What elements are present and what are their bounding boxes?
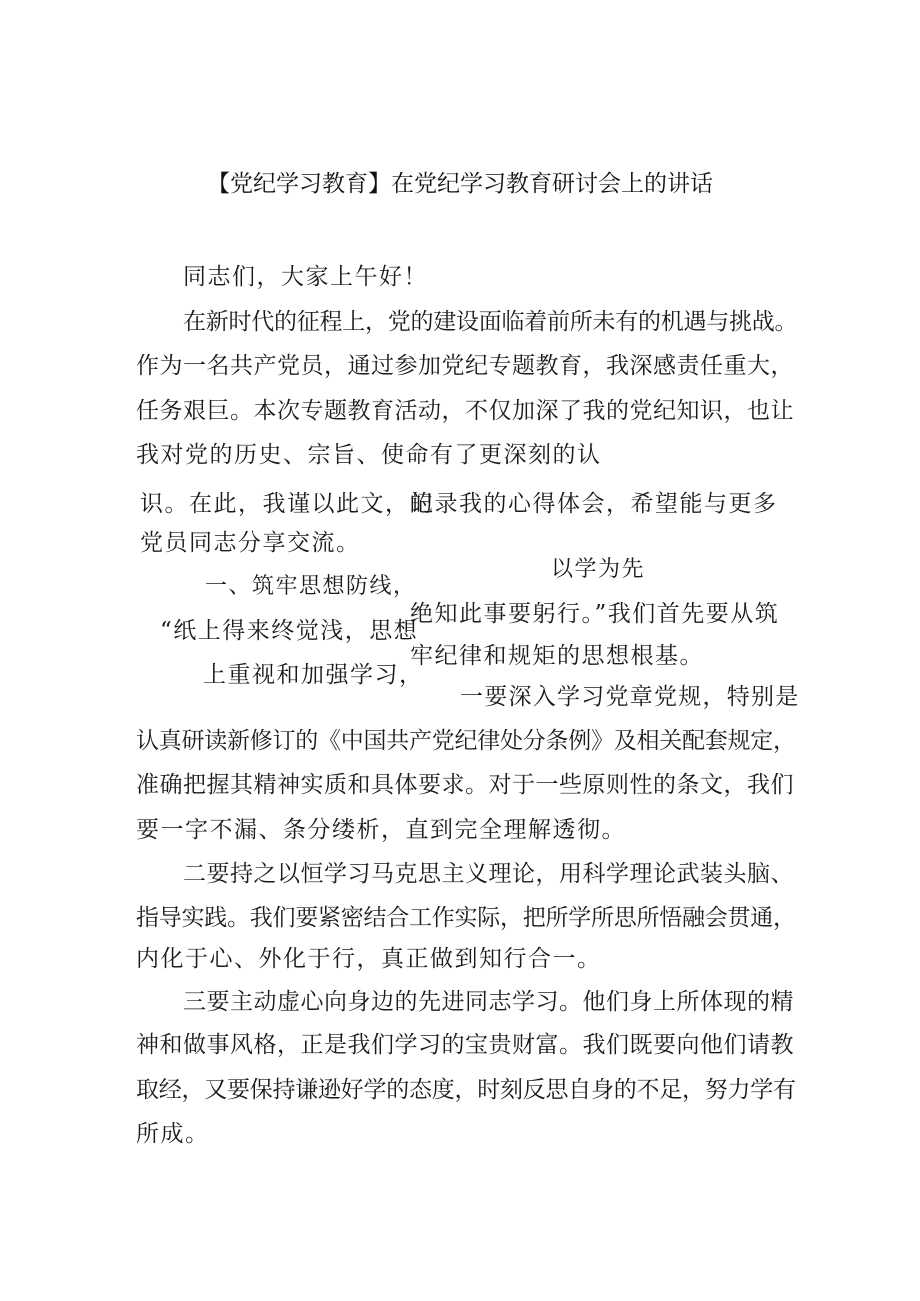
section1-quote-right: 绝知此事要躬行。”我们首先要从筑 [410, 601, 780, 627]
point2-line-2: 指导实践。我们要紧密结合工作实际，把所学所思所悟融会贯通， [136, 905, 796, 931]
point1-line-2: 认真研读新修订的《中国共产党纪律处分条例》及相关配套规定， [136, 728, 796, 754]
document-title: 【党纪学习教育】在党纪学习教育研讨会上的讲话 [207, 171, 713, 197]
section1-heading-left: 一、筑牢思想防线， [205, 574, 417, 599]
point1-line-3: 准确把握其精神实质和具体要求。对于一些原则性的条文，我们 [136, 772, 794, 798]
intro-line-6: 记录我的心得体会，希望能与更多 [410, 491, 778, 517]
intro-line-7: 党员同志分享交流。 [140, 530, 361, 556]
intro-line-5: 识。在此，我谨以此文，的 [140, 491, 434, 517]
section1-line3-right: 牢纪律和规矩的思想根基。 [410, 643, 704, 669]
point1-line-4: 要一字不漏、条分缕析，直到完全理解透彻。 [136, 817, 626, 843]
intro-line-3: 任务艰巨。本次专题教育活动，不仅加深了我的党纪知识，也让 [136, 398, 794, 424]
point3-line-2: 神和做事风格，正是我们学习的宝贵财富。我们既要向他们请教 [136, 1032, 794, 1058]
point3-line-4: 所成。 [136, 1121, 210, 1147]
section1-quote-left: “纸上得来终觉浅，思想 [160, 618, 419, 644]
intro-line-2: 作为一名共产党员，通过参加党纪专题教育，我深感责任重大， [136, 353, 794, 379]
intro-line-1: 在新时代的征程上，党的建设面临着前所未有的机遇与挑战。 [183, 309, 798, 335]
point2-line-3: 内化于心、外化于行，真正做到知行合一。 [136, 946, 602, 972]
point3-line-3: 取经，又要保持谦逊好学的态度，时刻反思自身的不足，努力学有 [136, 1077, 796, 1103]
point3-line-1: 三要主动虚心向身边的先进同志学习。他们身上所体现的精 [183, 989, 794, 1015]
section1-line3-left: 上重视和加强学习， [203, 662, 424, 688]
intro-line-4: 我对党的历史、宗旨、使命有了更深刻的认 [136, 442, 602, 468]
point1-line-1: 一要深入学习党章党规，特别是 [460, 684, 800, 710]
point2-line-1: 二要持之以恒学习马克思主义理论，用科学理论武装头脑、 [183, 861, 794, 887]
greeting: 同志们，大家上午好！ [183, 264, 428, 290]
section1-heading-right: 以学为先 [551, 557, 646, 582]
